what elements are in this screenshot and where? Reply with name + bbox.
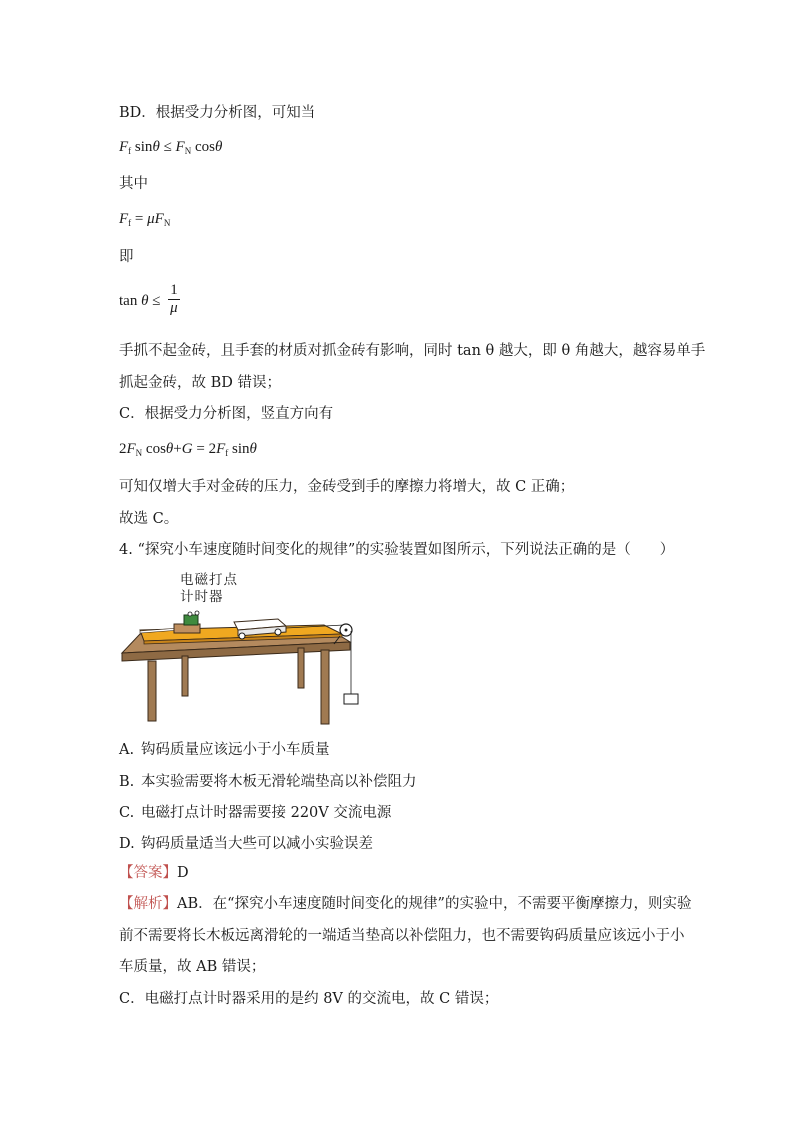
n-subscript: N <box>184 146 192 156</box>
f-symbol: F <box>119 211 129 227</box>
line-explain-2: 抓起金砖，故 BD 错误； <box>119 375 281 391</box>
eq-symbol: = <box>196 441 205 457</box>
f-symbol: F <box>154 211 164 227</box>
line-conclusion-c: 可知仅增大手对金砖的压力，金砖受到手的摩擦力将增大，故 C 正确； <box>119 479 575 495</box>
theta-symbol: θ <box>165 441 174 457</box>
option-text: 本实验需要将木板无滑轮端垫高以补偿阻力 <box>141 774 417 790</box>
table-leg <box>148 661 156 721</box>
apparatus-drawing <box>118 568 363 730</box>
option-letter: B. <box>119 774 135 790</box>
analysis-text: AB．在“探究小车速度随时间变化的规律”的实验中，不需要平衡摩擦力，则实验 <box>177 896 692 912</box>
fraction-denominator: μ <box>170 300 178 316</box>
f-subscript: f <box>225 448 229 458</box>
f-symbol: F <box>126 441 136 457</box>
answer-value: D <box>177 865 189 881</box>
analysis-line-2: 前不需要将长木板远离滑轮的一端适当垫高以补偿阻力，也不需要钩码质量应该远小于小 <box>119 928 685 944</box>
option-text: 钩码质量适当大些可以减小实验误差 <box>141 836 373 852</box>
g-symbol: G <box>181 441 193 457</box>
line-explain-1: 手抓不起金砖，且手套的材质对抓金砖有影响，同时 tan θ 越大，即 θ 角越大，越容易单手 <box>119 343 706 359</box>
line-choice: 故选 C。 <box>119 511 179 527</box>
line-thus: 即 <box>119 249 134 265</box>
option-letter: A. <box>119 742 135 758</box>
f-symbol: F <box>175 139 185 155</box>
formula-vertical <box>119 439 257 463</box>
option-letter: D. <box>119 836 135 852</box>
analysis-line-4: C．电磁打点计时器采用的是约 8V 的交流电，故 C 错误； <box>119 991 499 1007</box>
coef-2: 2 <box>208 441 217 457</box>
fraction <box>168 282 180 317</box>
f-symbol: F <box>119 139 129 155</box>
cart-wheel <box>275 629 281 635</box>
timer-label-2: 计时器 <box>180 589 224 605</box>
analysis-line-1 <box>119 894 691 914</box>
formula-friction <box>119 209 170 233</box>
option-text: 电磁打点计时器需要接 220V 交流电源 <box>141 805 392 821</box>
hook-weight <box>344 694 358 704</box>
table-leg <box>298 648 304 688</box>
cos-func: cos <box>145 441 166 457</box>
eq-symbol: = <box>134 211 144 227</box>
line-c-intro: C．根据受力分析图，竖直方向有 <box>119 406 334 422</box>
coef-2: 2 <box>119 441 127 457</box>
le-symbol: ≤ <box>152 292 161 309</box>
formula-tan <box>119 284 180 319</box>
option-a <box>119 738 330 759</box>
n-subscript: N <box>163 218 171 228</box>
f-symbol: F <box>216 441 226 457</box>
sin-func: sin <box>232 441 250 457</box>
table-leg <box>182 656 188 696</box>
answer-line <box>119 863 189 883</box>
fraction-numerator: 1 <box>170 282 178 298</box>
analysis-label: 【解析】 <box>119 896 177 912</box>
theta-symbol: θ <box>141 292 149 309</box>
tan-func: tan <box>119 292 138 309</box>
timer-terminal <box>195 611 199 615</box>
line-bd-intro: BD．根据受力分析图，可知当 <box>119 105 316 121</box>
mu-symbol: μ <box>147 211 155 227</box>
formula-inequality-1 <box>119 137 222 161</box>
plus-symbol: + <box>173 441 182 457</box>
sin-func: sin <box>134 139 153 155</box>
f-subscript: f <box>128 146 132 156</box>
timer-label-1: 电磁打点 <box>180 572 238 588</box>
option-letter: C. <box>119 805 135 821</box>
answer-label: 【答案】 <box>119 865 177 881</box>
table-leg <box>321 650 329 724</box>
timer-body <box>184 615 198 625</box>
theta-symbol: θ <box>152 139 160 155</box>
cart-wheel <box>239 633 245 639</box>
line-where: 其中 <box>119 176 148 192</box>
option-b <box>119 770 417 791</box>
question-4: 4. “探究小车速度随时间变化的规律”的实验装置如图所示，下列说法正确的是（ ） <box>119 542 675 558</box>
option-d <box>119 832 373 853</box>
n-subscript: N <box>135 448 143 458</box>
option-text: 钩码质量应该远小于小车质量 <box>141 742 330 758</box>
f-subscript: f <box>128 218 132 228</box>
le-symbol: ≤ <box>163 139 172 155</box>
option-c <box>119 801 391 822</box>
theta-symbol: θ <box>214 139 223 155</box>
analysis-line-3: 车质量，故 AB 错误； <box>119 959 266 975</box>
experiment-figure <box>118 568 363 730</box>
theta-symbol: θ <box>249 441 257 457</box>
timer-terminal <box>188 612 192 616</box>
cos-func: cos <box>194 139 215 155</box>
pulley-axle <box>345 629 348 632</box>
